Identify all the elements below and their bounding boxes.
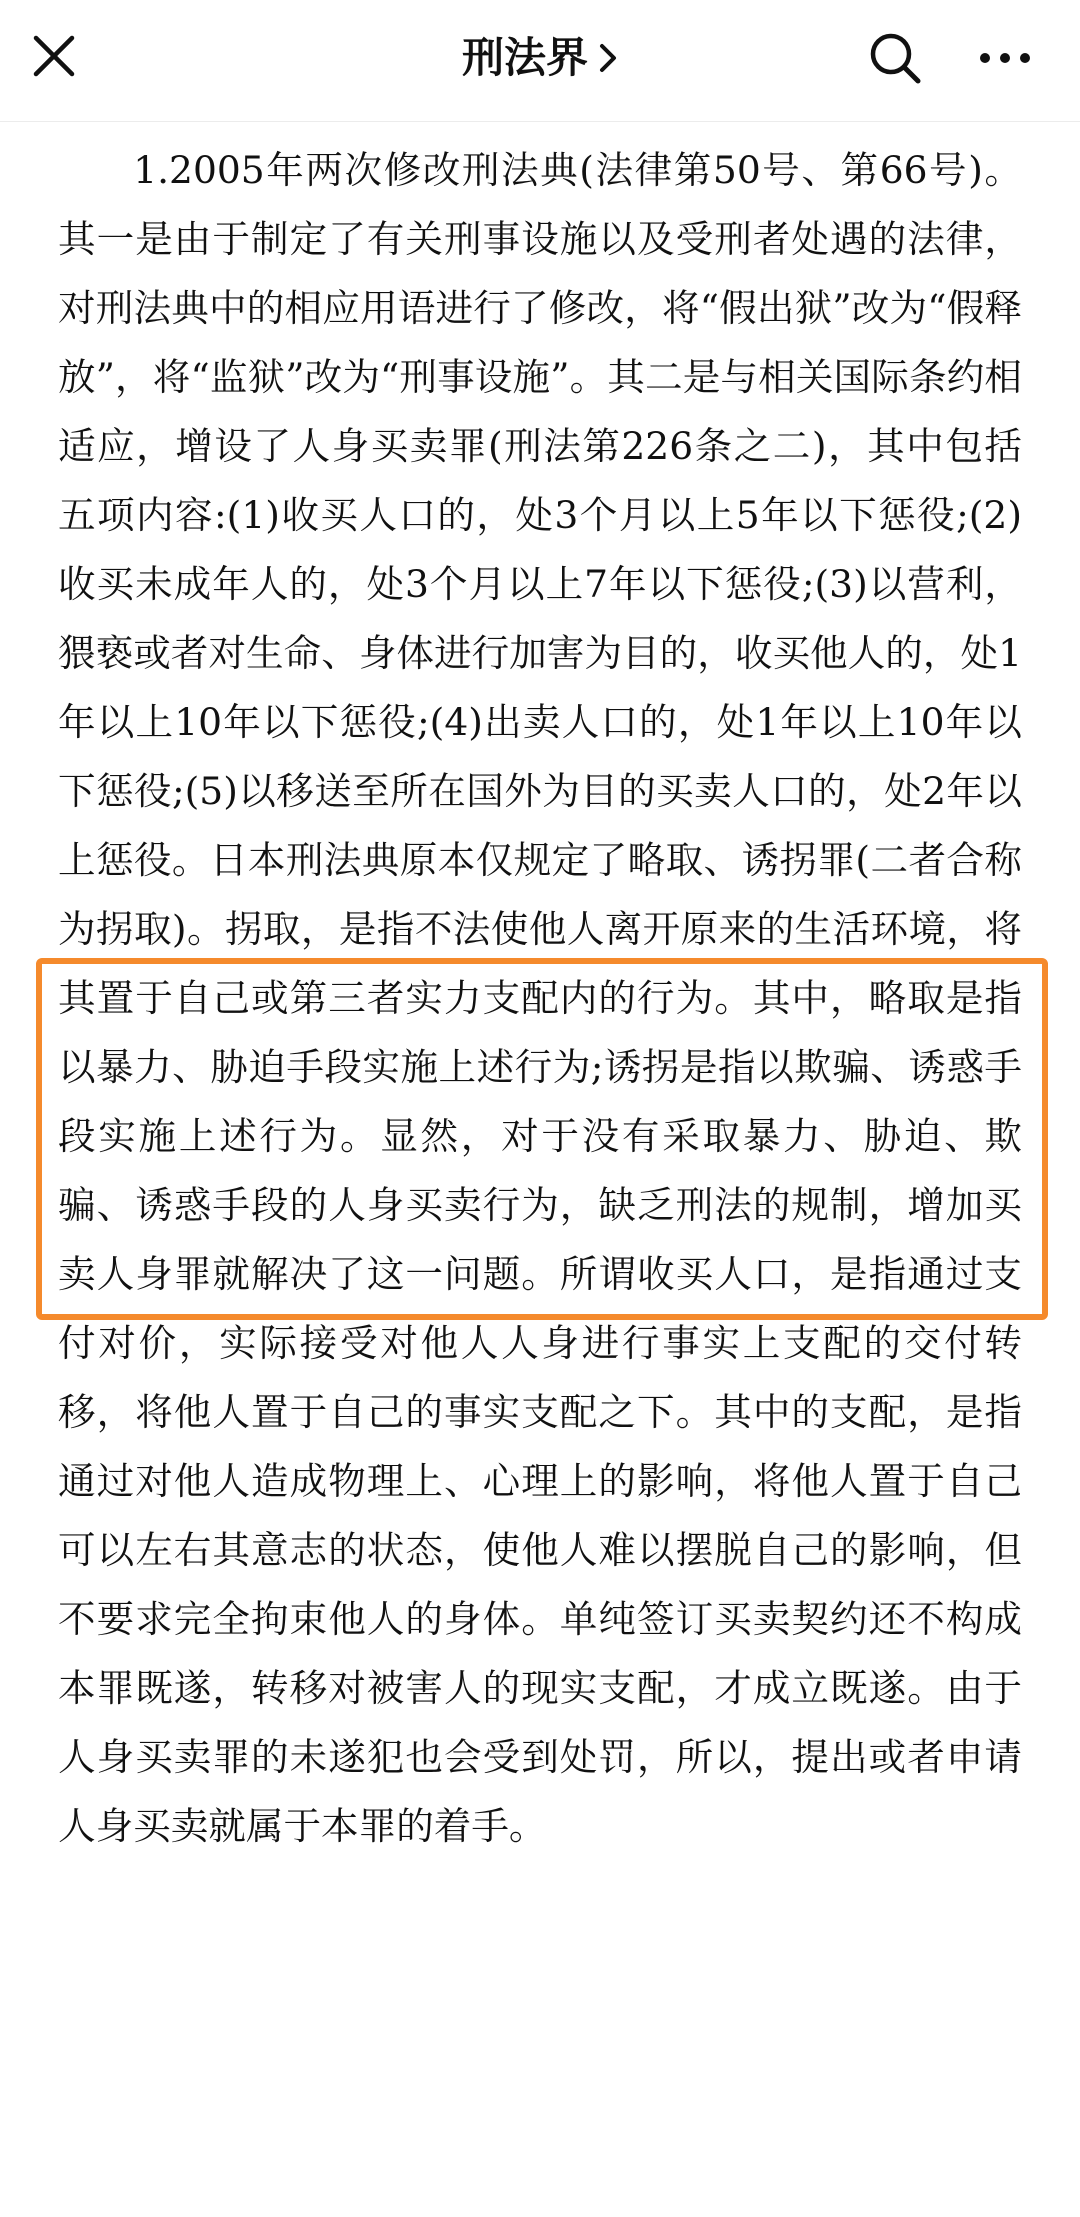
top-navigation-bar bbox=[0, 0, 1080, 122]
page-title: 刑法界 bbox=[461, 33, 588, 82]
more-options-button[interactable] bbox=[975, 28, 1035, 88]
close-icon bbox=[32, 34, 76, 78]
close-button[interactable] bbox=[26, 28, 82, 84]
account-title-link[interactable] bbox=[462, 26, 618, 90]
search-button[interactable] bbox=[865, 28, 925, 88]
article-body bbox=[58, 136, 1022, 2211]
chevron-right-icon bbox=[598, 43, 618, 73]
search-icon bbox=[868, 31, 922, 85]
more-icon bbox=[977, 50, 1033, 66]
article-paragraph: 1.2005年两次修改刑法典(法律第50号、第66号)。其一是由于制定了有关刑事设施以及受刑者处遇的法律，对刑法典中的相应用语进行了修改，将“假出狱”改为“假释放”，将“监狱”改为“刑事设施”。其二是与相关国际条约相适应，增设了人身买卖罪(刑法第226条之二)，其中包括五项内容:(1)收买人口的，处3个月以上5年以下惩役;(2)收买未成年人的，处3个月以上7年以下惩役;(3)以营利，猥亵或者对生命、身体进行加害为目的，收买他人的，处1年以上10年以下惩役;(4)出卖人口的，处1年以上10年以下惩役;(5)以移送至所在国外为目的买卖人口的，处2年以上惩役。日本刑法典原本仅规定了略取、诱拐罪(二者合称为拐取)。拐取，是指不法使他人离开原来的生活环境，将其置于自己或第三者实力支配内的行为。其中，略取是指以暴力、胁迫手段实施上述行为;诱拐是指以欺骗、诱惑手段实施上述行为。显然，对于没有采取暴力、胁迫、欺骗、诱惑手段的人身买卖行为，缺乏刑法的规制，增加买卖人身罪就解决了这一问题。所谓收买人口，是指通过支付对价，实际接受对他人人身进行事实上支配的交付转移，将他人置于自己的事实支配之下。其中的支配，是指通过对他人造成物理上、心理上的影响，将他人置于自己可以左右其意志的状态，使他人难以摆脱自己的影响，但不要求完全拘束他人的身体。单纯签订买卖契约还不构成本罪既遂，转移对被害人的现实支配，才成立既遂。由于人身买卖罪的未遂犯也会受到处罚，所以，提出或者申请人身买卖就属于本罪的着手。 bbox=[58, 148, 1022, 1848]
